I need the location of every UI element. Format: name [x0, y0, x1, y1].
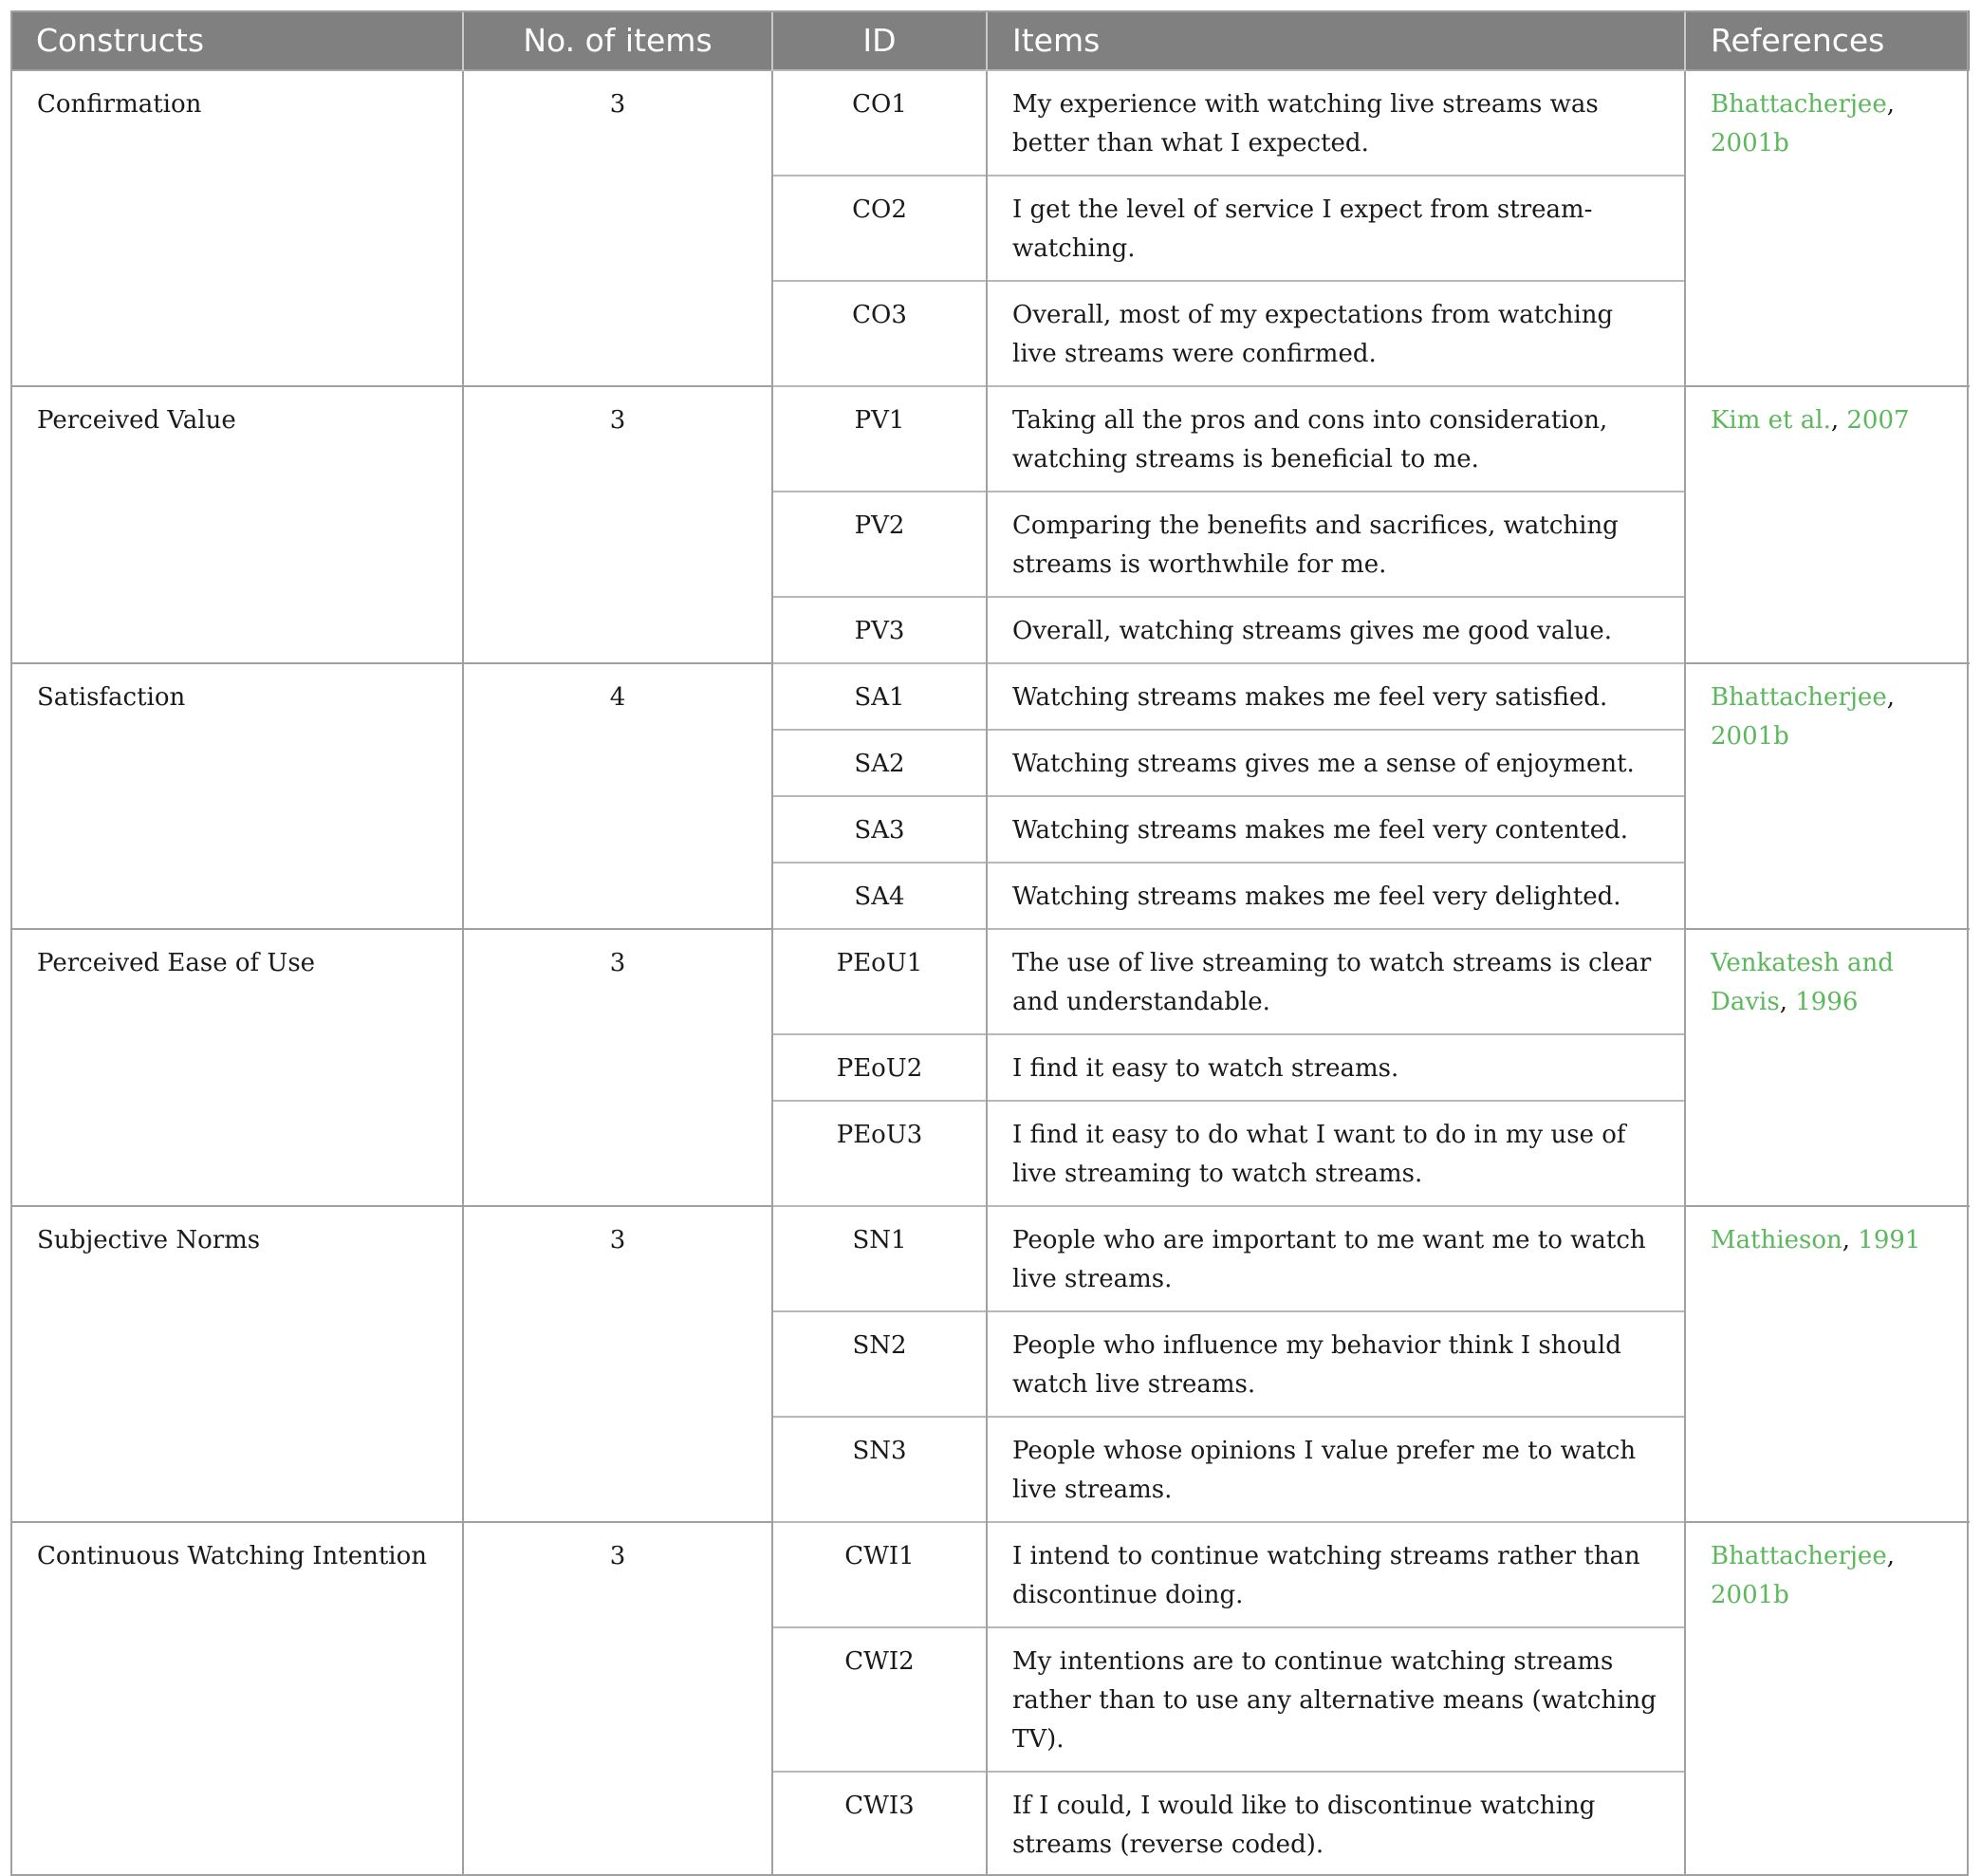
construct-name: Subjective Norms — [11, 1206, 463, 1522]
table-row — [11, 70, 1970, 176]
item-text: People who influence my behavior think I should watch live streams. — [987, 1311, 1685, 1417]
reference-author-link[interactable]: Bhattacherjee — [1711, 683, 1887, 712]
construct-name: Perceived Ease of Use — [11, 929, 463, 1206]
item-text: Overall, watching streams gives me good value. — [987, 597, 1685, 663]
item-count: 3 — [463, 1206, 772, 1522]
reference-author-link[interactable]: Kim et al. — [1711, 406, 1831, 435]
item-id: SN3 — [772, 1417, 987, 1522]
item-text: I find it easy to watch streams. — [987, 1034, 1685, 1101]
reference-author-link[interactable]: Mathieson — [1711, 1226, 1842, 1254]
table-row — [11, 1206, 1970, 1311]
header-id: ID — [772, 10, 987, 70]
table-row — [11, 386, 1970, 492]
reference-year-link[interactable]: 2001b — [1711, 129, 1789, 158]
item-id: SA3 — [772, 796, 987, 863]
reference-separator: , — [1886, 683, 1895, 712]
reference-year-link[interactable]: 2001b — [1711, 722, 1789, 751]
item-text: Taking all the pros and cons into consideration, watching streams is beneficial to me. — [987, 386, 1685, 492]
reference-cell — [1685, 929, 1970, 1206]
construct-name: Continuous Watching Intention — [11, 1522, 463, 1876]
item-id: CWI3 — [772, 1772, 987, 1876]
item-count: 3 — [463, 1522, 772, 1876]
item-id: PEoU3 — [772, 1101, 987, 1206]
item-id: SN1 — [772, 1206, 987, 1311]
item-id: SA4 — [772, 863, 987, 929]
item-id: PV1 — [772, 386, 987, 492]
item-id: CO3 — [772, 281, 987, 386]
item-id: PEoU1 — [772, 929, 987, 1034]
table-body — [11, 70, 1970, 1876]
item-text: People who are important to me want me to watch live streams. — [987, 1206, 1685, 1311]
item-count: 3 — [463, 929, 772, 1206]
header-row — [11, 10, 1970, 70]
item-text: Watching streams gives me a sense of enjoyment. — [987, 730, 1685, 796]
item-text: I find it easy to do what I want to do in my use of live streaming to watch streams. — [987, 1101, 1685, 1206]
table-row — [11, 1522, 1970, 1627]
construct-name: Perceived Value — [11, 386, 463, 663]
header-no-of-items: No. of items — [463, 10, 772, 70]
item-text: Watching streams makes me feel very delighted. — [987, 863, 1685, 929]
reference-separator: , — [1830, 406, 1847, 435]
construct-name: Satisfaction — [11, 663, 463, 929]
item-id: CO1 — [772, 70, 987, 176]
item-text: People whose opinions I value prefer me to watch live streams. — [987, 1417, 1685, 1522]
reference-author-link[interactable]: Bhattacherjee — [1711, 90, 1887, 119]
table-row — [11, 929, 1970, 1034]
item-text: The use of live streaming to watch streams is clear and understandable. — [987, 929, 1685, 1034]
reference-separator: , — [1886, 1542, 1895, 1570]
header-items: Items — [987, 10, 1685, 70]
reference-year-link[interactable]: 2001b — [1711, 1581, 1789, 1609]
reference-year-link[interactable]: 1991 — [1858, 1226, 1921, 1254]
reference-cell — [1685, 1522, 1970, 1876]
item-id: CWI1 — [772, 1522, 987, 1627]
header-references: References — [1685, 10, 1970, 70]
item-id: SA2 — [772, 730, 987, 796]
item-text: Watching streams makes me feel very satisfied. — [987, 663, 1685, 730]
reference-separator: , — [1779, 988, 1796, 1016]
header-constructs: Constructs — [11, 10, 463, 70]
item-id: CO2 — [772, 176, 987, 281]
reference-author-link[interactable]: Venkatesh and Davis — [1711, 949, 1894, 1016]
item-text: I get the level of service I expect from stream-watching. — [987, 176, 1685, 281]
reference-year-link[interactable]: 1996 — [1795, 988, 1859, 1016]
construct-name: Confirmation — [11, 70, 463, 386]
reference-author-link[interactable]: Bhattacherjee — [1711, 1542, 1887, 1570]
item-id: PV3 — [772, 597, 987, 663]
item-id: PV2 — [772, 492, 987, 597]
table-row — [11, 663, 1970, 730]
item-text: Watching streams makes me feel very contented. — [987, 796, 1685, 863]
reference-cell — [1685, 386, 1970, 663]
reference-cell — [1685, 663, 1970, 929]
item-text: Comparing the benefits and sacrifices, watching streams is worthwhile for me. — [987, 492, 1685, 597]
item-count: 3 — [463, 70, 772, 386]
item-id: SN2 — [772, 1311, 987, 1417]
reference-year-link[interactable]: 2007 — [1846, 406, 1910, 435]
reference-separator: , — [1842, 1226, 1859, 1254]
reference-cell — [1685, 1206, 1970, 1522]
item-id: PEoU2 — [772, 1034, 987, 1101]
item-text: Overall, most of my expectations from watching live streams were confirmed. — [987, 281, 1685, 386]
reference-cell — [1685, 70, 1970, 386]
item-id: SA1 — [772, 663, 987, 730]
item-count: 3 — [463, 386, 772, 663]
item-text: I intend to continue watching streams rather than discontinue doing. — [987, 1522, 1685, 1627]
item-id: CWI2 — [772, 1627, 987, 1772]
item-count: 4 — [463, 663, 772, 929]
item-text: My experience with watching live streams was better than what I expected. — [987, 70, 1685, 176]
item-text: My intentions are to continue watching streams rather than to use any alternative means (watching TV). — [987, 1627, 1685, 1772]
constructs-table — [10, 10, 1970, 1876]
reference-separator: , — [1886, 90, 1895, 119]
item-text: If I could, I would like to discontinue watching streams (reverse coded). — [987, 1772, 1685, 1876]
